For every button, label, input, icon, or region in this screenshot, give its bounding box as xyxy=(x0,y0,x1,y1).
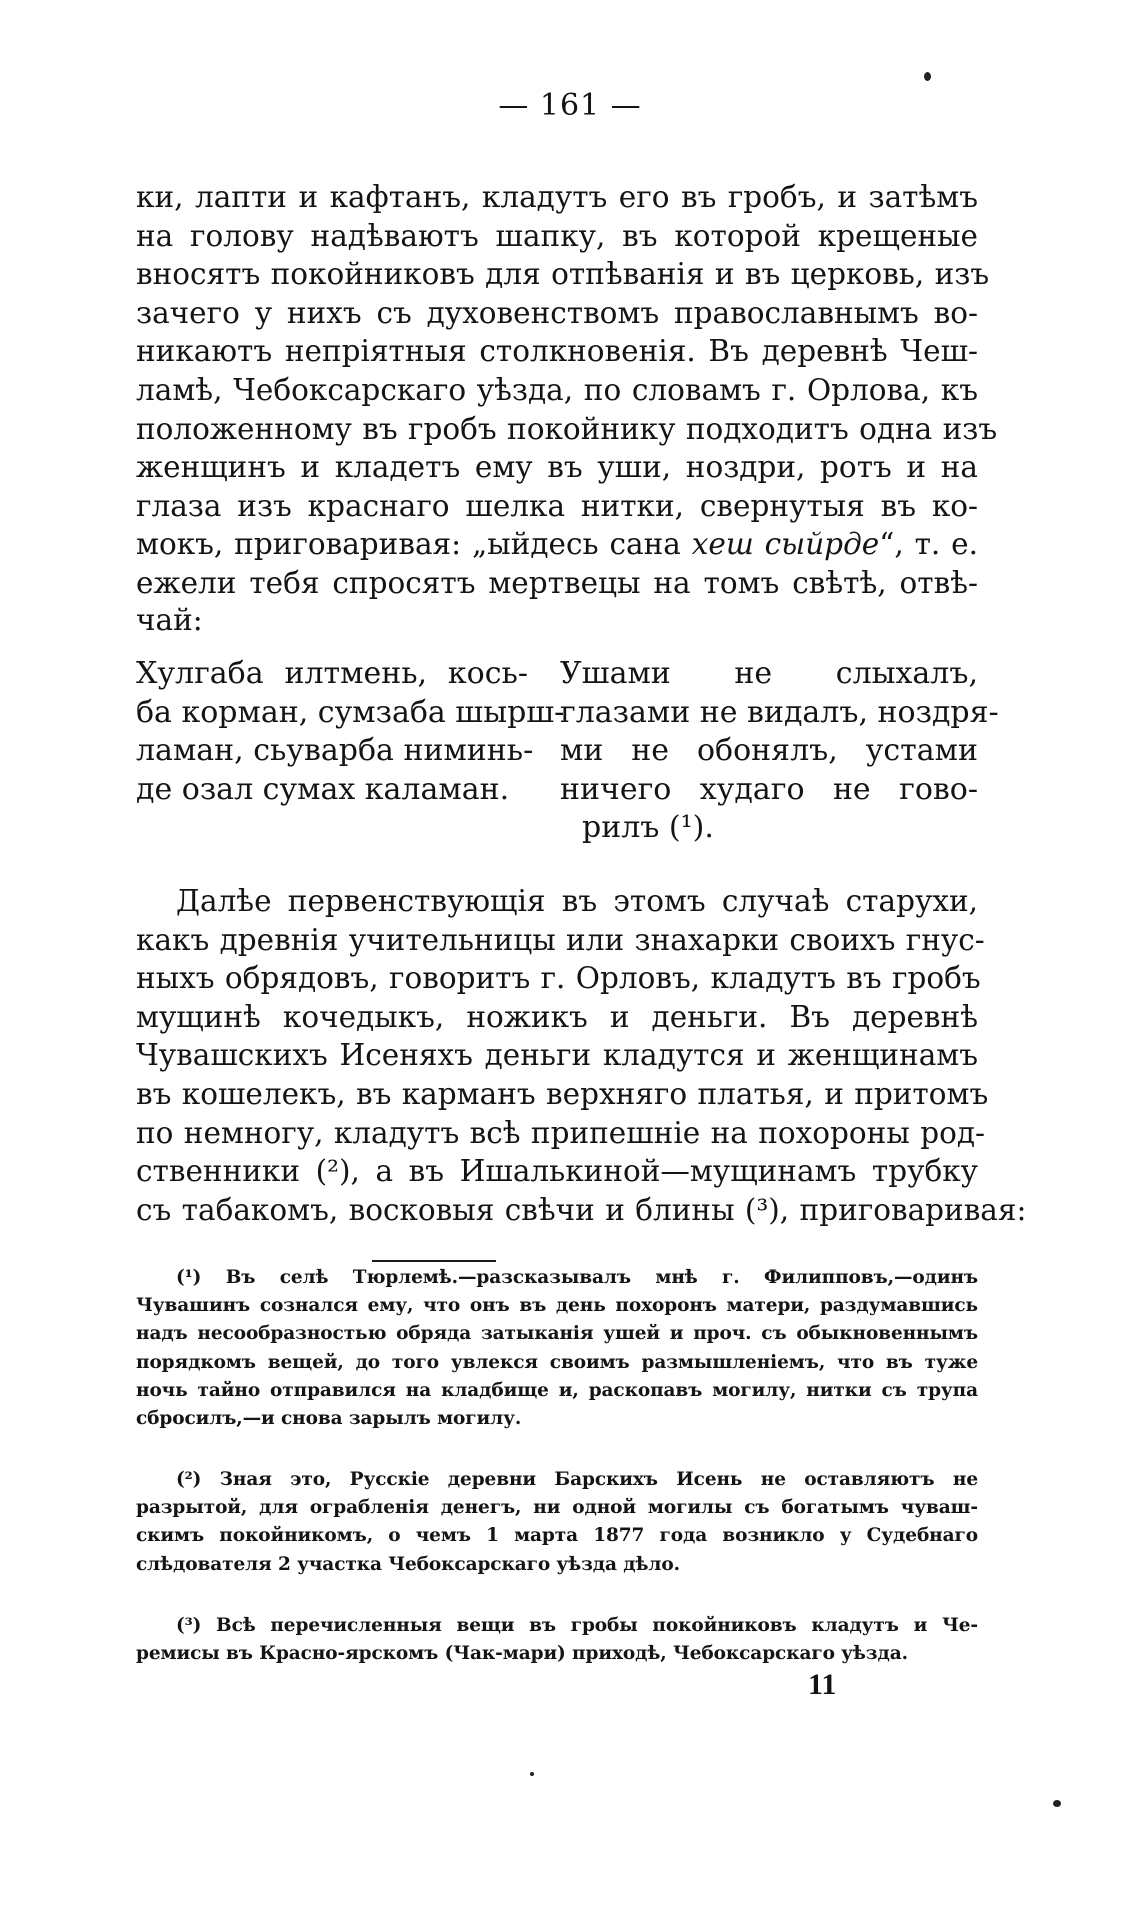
incantation-label: чай: xyxy=(136,603,203,637)
text-line: въ кошелекъ, въ карманъ верхняго платья, и притомъ xyxy=(136,1076,989,1111)
ink-speck xyxy=(1053,1800,1061,1807)
text-line: съ табакомъ, восковыя свѣчи и блины (³), приговаривая: xyxy=(136,1192,1027,1227)
footnote-line: (²) Зная это, Русскіе деревни Барскихъ Исень не оставляютъ не xyxy=(176,1469,978,1490)
paragraph-2 xyxy=(136,882,1027,1229)
footnote-3 xyxy=(136,1612,978,1668)
text-line: по немногу, кладутъ всѣ припешніе на похороны род- xyxy=(136,1115,985,1150)
verse-line: ба корман, сумзаба шырш- xyxy=(136,694,565,730)
quote-tail: “, т. е. xyxy=(879,527,978,562)
footnote-line: сбросилъ,—и снова зарылъ могилу. xyxy=(136,1408,522,1430)
page-number: — 161 — xyxy=(498,88,642,123)
text-line: ки, лапти и кафтанъ, кладутъ его въ гробъ, и затѣмъ xyxy=(136,180,978,214)
text-line: никаютъ непріятныя столкновенія. Въ деревнѣ Чеш- xyxy=(136,334,978,369)
footnote-line: слѣдователя 2 участка Чебоксарскаго уѣзда дѣло. xyxy=(136,1553,680,1575)
signature-mark: 11 xyxy=(808,1668,837,1701)
ink-speck xyxy=(530,1772,534,1776)
verse-line: рилъ (¹). xyxy=(582,810,714,846)
footnote-line: ночь тайно отправился на кладбище и, раскопавъ могилу, нитки съ трупа xyxy=(136,1379,978,1401)
text-line: зачего у нихъ съ духовенствомъ православнымъ во- xyxy=(136,295,978,330)
footnote-line: ремисы въ Красно-ярскомъ (Чак-мари) приходѣ, Чебоксарскаго уѣзда. xyxy=(136,1643,908,1665)
text-line: Чувашскихъ Исеняхъ деньги кладутся и женщинамъ xyxy=(136,1038,978,1073)
text-line-with-quote xyxy=(136,525,978,564)
verse-line: ми не обонялъ, устами xyxy=(560,733,978,769)
text-line: какъ древнія учительницы или знахарки своихъ гнус- xyxy=(136,922,985,957)
footnote-2 xyxy=(136,1466,978,1579)
text-line: женщинъ и кладетъ ему въ уши, ноздри, ротъ и на xyxy=(136,450,978,485)
footnote-divider xyxy=(372,1260,496,1262)
footnote-line: надъ несообразностью обряда затыканія ушей и проч. съ обыкновеннымъ xyxy=(136,1323,978,1345)
quote-lead: мокъ, приговаривая: „ыйдесь сана xyxy=(136,527,692,562)
text-line: мущинѣ кочедыкъ, ножикъ и деньги. Въ деревнѣ xyxy=(136,999,978,1034)
footnote-line: разрытой, для ограбленія денегъ, ни одной могилы съ богатымъ чуваш- xyxy=(136,1497,978,1519)
footnote-1 xyxy=(136,1264,978,1433)
footnote-line: Чувашинъ сознался ему, что онъ въ день похоронъ матери, раздумавшись xyxy=(136,1295,978,1317)
verse-line: ничего худаго не гово- xyxy=(560,771,978,807)
text-line: глаза изъ краснаго шелка нитки, свернутыя въ ко- xyxy=(136,488,978,523)
paragraph-1 xyxy=(136,178,998,603)
quoted-chuvash-phrase: хеш сыйрде xyxy=(691,527,880,562)
footnote-line: (¹) Въ селѣ Тюрлемѣ.—разсказывалъ мнѣ г. Филипповъ,—одинъ xyxy=(176,1267,978,1288)
verse-chuvash xyxy=(136,655,565,809)
verse-line: ламан, сьуварба ниминь- xyxy=(136,733,534,769)
footnote-line: скимъ покойникомъ, о чемъ 1 марта 1877 года возникло у Судебнаго xyxy=(136,1525,978,1547)
footnote-line: (³) Всѣ перечисленныя вещи въ гробы покойниковъ кладутъ и Че- xyxy=(176,1615,978,1636)
text-line: ственники (²), а въ Ишалькиной—мущинамъ трубку xyxy=(136,1154,978,1189)
verse-line: Хулгаба илтмень, кось- xyxy=(136,656,528,691)
verse-line: де озал сумах каламан. xyxy=(136,771,510,807)
text-line: вносятъ покойниковъ для отпѣванія и въ церковь, изъ xyxy=(136,257,990,292)
text-line: ламѣ, Чебоксарскаго уѣзда, по словамъ г. Орлова, къ xyxy=(136,372,978,407)
verse-russian xyxy=(560,655,999,848)
footnote-line: порядкомъ вещей, до того увлекся своимъ размышленіемъ, что въ туже xyxy=(136,1351,978,1373)
text-line: на голову надѣваютъ шапку, въ которой крещеные xyxy=(136,218,978,253)
ink-speck xyxy=(924,72,931,81)
text-line: ныхъ обрядовъ, говоритъ г. Орловъ, кладутъ въ гробъ xyxy=(136,961,981,996)
text-line: ежели тебя спросятъ мертвецы на томъ свѣтѣ, отвѣ- xyxy=(136,565,978,600)
verse-line: Ушами не слыхалъ, xyxy=(560,656,978,691)
text-line: Далѣе первенствующія въ этомъ случаѣ старухи, xyxy=(176,884,978,918)
text-line: положенному въ гробъ покойнику подходитъ одна изъ xyxy=(136,411,998,446)
verse-line: глазами не видалъ, ноздря- xyxy=(560,694,999,730)
